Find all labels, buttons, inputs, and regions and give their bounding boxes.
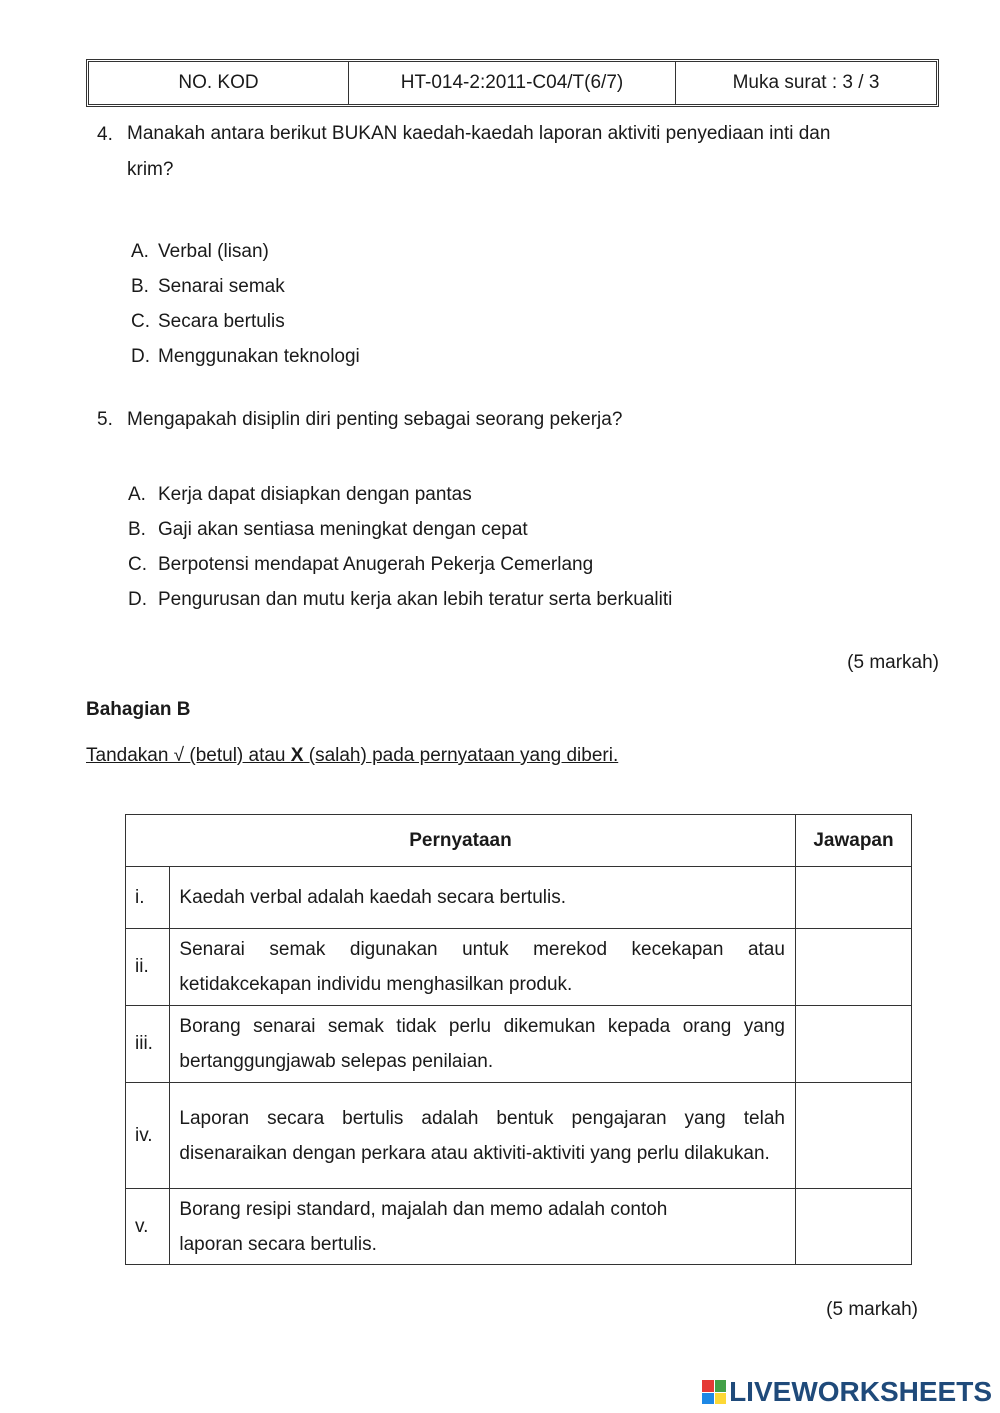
section-b-title: Bahagian B xyxy=(86,699,191,720)
table-row xyxy=(126,1189,912,1265)
page-number: Muka surat : 3 / 3 xyxy=(732,72,880,93)
row-statement: Borang senarai semak tidak perlu dikemukan kepada orang yang bertanggungjawab selepas penilaian. xyxy=(170,1006,796,1083)
option-a[interactable]: A. Verbal (lisan) xyxy=(131,241,269,262)
question-text: Mengapakah disiplin diri penting sebagai seorang pekerja? xyxy=(127,409,623,430)
logo-mark-icon xyxy=(702,1380,726,1404)
question-text-cont: krim? xyxy=(127,159,174,180)
option-c[interactable]: C. Secara bertulis xyxy=(131,311,285,332)
question-4-options xyxy=(131,234,360,374)
table-row xyxy=(126,929,912,1006)
question-5 xyxy=(97,409,622,431)
answer-cell[interactable] xyxy=(795,867,911,929)
row-statement: Laporan secara bertulis adalah bentuk pengajaran yang telah disenaraikan dengan perkara atau aktiviti-aktiviti yang perlu dilakukan. xyxy=(170,1083,796,1189)
option-b[interactable]: B. Gaji akan sentiasa meningkat dengan cepat xyxy=(128,519,528,540)
row-number: iii. xyxy=(126,1006,170,1083)
section-b-instruction: Tandakan √ (betul) atau X (salah) pada pernyataan yang diberi. xyxy=(86,745,619,766)
answer-cell[interactable] xyxy=(795,1083,911,1189)
code-label: NO. KOD xyxy=(89,62,349,104)
question-text: Manakah antara berikut BUKAN kaedah-kaedah laporan aktiviti penyediaan inti dan xyxy=(127,123,831,144)
option-c[interactable]: C. Berpotensi mendapat Anugerah Pekerja Cemerlang xyxy=(128,554,594,575)
option-d[interactable]: D. Pengurusan dan mutu kerja akan lebih teratur serta berkualiti xyxy=(128,589,673,610)
option-b[interactable]: B. Senarai semak xyxy=(131,276,285,297)
row-number: i. xyxy=(126,867,170,929)
answer-cell[interactable] xyxy=(795,1006,911,1083)
table-row xyxy=(126,1083,912,1189)
row-number: ii. xyxy=(126,929,170,1006)
row-statement: Kaedah verbal adalah kaedah secara bertulis. xyxy=(170,867,796,929)
code-value: HT-014-2:2011-C04/T(6/7) xyxy=(349,62,676,104)
row-number: v. xyxy=(126,1189,170,1265)
row-number: iv. xyxy=(126,1083,170,1189)
table-header-row xyxy=(126,815,912,867)
logo-text: LIVEWORKSHEETS xyxy=(729,1376,992,1407)
row-statement: Borang resipi standard, majalah dan memo adalah contoh laporan secara bertulis. xyxy=(170,1189,796,1265)
row-statement: Senarai semak digunakan untuk merekod kecekapan atau ketidakcekapan individu menghasilkan produk. xyxy=(170,929,796,1006)
table-row xyxy=(126,867,912,929)
question-number: 5. xyxy=(97,409,113,430)
option-d[interactable]: D. Menggunakan teknologi xyxy=(131,346,360,367)
answer-cell[interactable] xyxy=(795,929,911,1006)
section-b-marks: (5 markah) xyxy=(826,1299,918,1320)
question-4 xyxy=(97,124,947,188)
liveworksheets-logo[interactable] xyxy=(702,1376,992,1408)
question-5-options xyxy=(128,477,672,617)
question-number: 4. xyxy=(97,124,113,145)
header-answer: Jawapan xyxy=(795,815,911,867)
document-header xyxy=(86,59,939,107)
section-a-marks: (5 markah) xyxy=(847,652,939,673)
option-a[interactable]: A. Kerja dapat disiapkan dengan pantas xyxy=(128,484,472,505)
answer-cell[interactable] xyxy=(795,1189,911,1265)
header-statement: Pernyataan xyxy=(126,815,796,867)
table-row xyxy=(126,1006,912,1083)
statement-table xyxy=(125,814,912,1265)
